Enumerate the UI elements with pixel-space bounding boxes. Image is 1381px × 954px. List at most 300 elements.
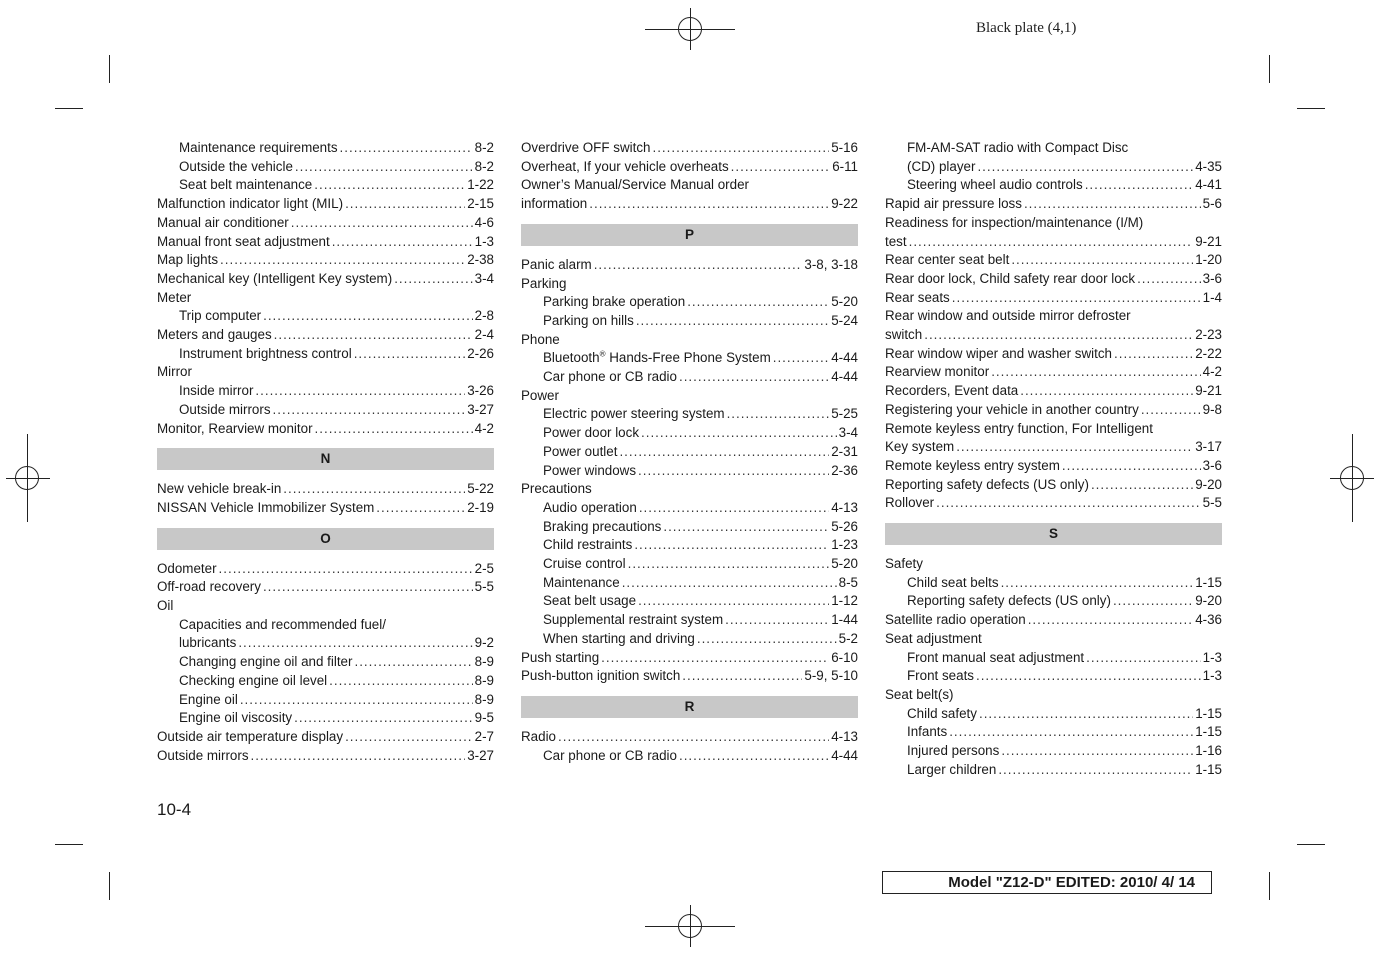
page-reference[interactable]: 9-8 <box>1202 401 1222 417</box>
entry-text <box>543 747 677 766</box>
entry-text-main: Front seats <box>907 668 974 684</box>
page-reference[interactable]: 4-6 <box>474 214 494 230</box>
dot-leader <box>376 499 465 518</box>
entry-text-main: Steering wheel audio controls <box>907 177 1083 193</box>
entry-text <box>885 233 907 252</box>
index-entry <box>521 405 858 424</box>
index-entry <box>157 480 494 499</box>
entry-text-main: Push-button ignition switch <box>521 668 681 684</box>
entry-text-main: Rapid air pressure loss <box>885 196 1022 212</box>
entry-text <box>543 592 636 611</box>
index-entry <box>885 494 1222 513</box>
dot-leader <box>340 139 473 158</box>
entry-text-main: Seat belt usage <box>543 593 637 609</box>
entry-text-main: Engine oil <box>179 691 238 707</box>
entry-text <box>907 705 977 724</box>
entry-text <box>885 270 1135 289</box>
entry-text-main: Odometer <box>157 560 217 576</box>
page-reference[interactable]: 1-3 <box>474 233 494 249</box>
dot-leader <box>558 728 829 747</box>
dot-leader <box>619 443 829 462</box>
entry-text <box>885 438 954 457</box>
entry-text-main: Car phone or CB radio <box>543 369 677 385</box>
dot-leader <box>354 653 472 672</box>
page-reference[interactable]: 5-20 <box>831 556 858 572</box>
entry-text-main: Rearview monitor <box>885 364 990 380</box>
page-reference[interactable]: 4-13 <box>831 728 858 744</box>
index-entry <box>521 649 858 668</box>
entry-text <box>179 691 238 710</box>
entry-text-main: Rear seats <box>885 289 950 305</box>
index-entry <box>157 345 494 364</box>
page-reference[interactable]: 4-41 <box>1195 177 1222 193</box>
page-reference[interactable]: 1-15 <box>1195 724 1222 740</box>
page-reference[interactable]: 1-23 <box>831 537 858 553</box>
dot-leader <box>1028 611 1193 630</box>
index-entry <box>885 649 1222 668</box>
entry-text-main: Power windows <box>543 462 637 478</box>
entry-text-main: Manual front seat adjustment <box>157 233 330 249</box>
index-entry <box>157 401 494 420</box>
page-reference[interactable]: 1-3 <box>1202 649 1222 665</box>
entry-text <box>157 728 343 747</box>
dot-leader <box>314 176 465 195</box>
entry-text-main: Engine oil viscosity <box>179 710 293 726</box>
dot-leader <box>949 723 1193 742</box>
page-number: 10-4 <box>157 800 192 819</box>
page-reference[interactable]: 8-5 <box>838 574 858 590</box>
dot-leader <box>977 158 1193 177</box>
entry-text-main: Overdrive OFF switch <box>521 140 651 155</box>
entry-text <box>885 476 1089 495</box>
page-reference[interactable]: 1-16 <box>1195 743 1222 759</box>
page-reference[interactable]: 4-44 <box>831 350 858 366</box>
dot-leader <box>628 555 830 574</box>
index-entry <box>157 270 494 289</box>
entry-text-main: Outside mirrors <box>179 401 271 417</box>
index-entry <box>157 672 494 691</box>
entry-text-main: Recorders, Event data <box>885 383 1019 399</box>
section-header: P <box>521 224 858 246</box>
dot-leader <box>731 158 831 177</box>
page-reference[interactable]: 1-4 <box>1202 289 1222 305</box>
dot-leader <box>238 634 472 653</box>
entry-text-main: (CD) player <box>907 158 976 174</box>
dot-leader <box>1001 742 1193 761</box>
page-reference[interactable]: 4-44 <box>831 747 858 763</box>
index-entry <box>885 382 1222 401</box>
page-reference[interactable]: 2-38 <box>467 252 494 268</box>
page-reference[interactable]: 1-22 <box>467 177 494 193</box>
entry-text <box>543 574 620 593</box>
entry-text <box>179 382 253 401</box>
entry-text <box>885 401 1139 420</box>
page-reference[interactable]: 3-26 <box>467 383 494 399</box>
index-entry <box>521 747 858 766</box>
page-reference[interactable]: 5-22 <box>467 481 494 497</box>
entry-text-main: Audio operation <box>543 499 637 515</box>
entry-text-main: New vehicle break-in <box>157 481 282 497</box>
dot-leader <box>354 345 466 364</box>
page-reference[interactable]: 1-15 <box>1195 705 1222 721</box>
page-reference[interactable]: 5-9, 5-10 <box>804 668 858 684</box>
index-entry <box>157 560 494 579</box>
entry-text <box>885 457 1060 476</box>
page-reference[interactable]: 5-5 <box>474 579 494 595</box>
index-entry <box>885 705 1222 724</box>
entry-text <box>157 420 313 439</box>
entry-text <box>907 723 947 742</box>
page-reference[interactable]: 2-22 <box>1195 345 1222 361</box>
index-column-2 <box>521 139 858 765</box>
index-entry <box>521 158 858 177</box>
index-heading: Remote keyless entry function, For Intelligent <box>885 420 1153 436</box>
page-reference[interactable]: 2-15 <box>467 196 494 212</box>
index-entry <box>157 420 494 439</box>
page-reference[interactable]: 5-20 <box>831 294 858 310</box>
index-entry <box>521 349 858 368</box>
entry-text-main: switch <box>885 327 923 343</box>
entry-text <box>157 233 330 252</box>
dot-leader <box>274 326 473 345</box>
entry-text-main: Push starting <box>521 649 600 665</box>
entry-text <box>543 424 639 443</box>
entry-text <box>543 443 617 462</box>
entry-text-main: Larger children <box>907 761 997 777</box>
entry-text-main: Radio <box>521 728 556 744</box>
page-reference[interactable]: 3-6 <box>1202 457 1222 473</box>
entry-text <box>157 195 343 214</box>
index-heading: FM-AM-SAT radio with Compact Disc <box>907 140 1129 155</box>
index-heading: Seat adjustment <box>885 630 982 646</box>
entry-text <box>907 742 999 761</box>
page-reference[interactable]: 9-21 <box>1195 233 1222 249</box>
page-reference[interactable]: 9-2 <box>474 635 494 651</box>
index-entry <box>157 709 494 728</box>
dot-leader <box>394 270 472 289</box>
dot-leader <box>979 705 1193 724</box>
page-reference[interactable]: 8-9 <box>474 654 494 670</box>
entry-text <box>907 649 1084 668</box>
entry-text <box>885 326 922 345</box>
entry-text-main: Registering your vehicle in another country <box>885 401 1139 417</box>
page-reference[interactable]: 1-15 <box>1195 574 1222 590</box>
entry-text <box>543 312 634 331</box>
page-reference[interactable]: 4-2 <box>474 420 494 436</box>
page-reference[interactable]: 2-31 <box>831 443 858 459</box>
page-reference[interactable]: 9-21 <box>1195 383 1222 399</box>
entry-text <box>521 728 556 747</box>
entry-text-main: Checking engine oil level <box>179 672 328 688</box>
entry-text <box>179 345 352 364</box>
entry-text <box>157 251 218 270</box>
entry-text-main: Parking on hills <box>543 312 634 328</box>
entry-text-main: Front manual seat adjustment <box>907 649 1085 665</box>
entry-text <box>907 761 996 780</box>
model-edit-box: Model "Z12-D" EDITED: 2010/ 4/ 14 <box>882 871 1212 894</box>
entry-text <box>885 382 1018 401</box>
page-reference[interactable]: 8-9 <box>474 672 494 688</box>
page-reference[interactable]: 1-20 <box>1195 252 1222 268</box>
entry-text-main: test <box>885 233 907 249</box>
entry-text <box>179 158 293 177</box>
entry-text <box>179 709 292 728</box>
index-entry <box>521 424 858 443</box>
page-reference[interactable]: 5-6 <box>1202 196 1222 212</box>
dot-leader <box>240 691 473 710</box>
entry-text-main: lubricants <box>179 635 237 651</box>
section-header: S <box>885 523 1222 545</box>
dot-leader <box>263 578 473 597</box>
entry-text-main: Outside air temperature display <box>157 728 344 744</box>
dot-leader <box>725 611 829 630</box>
page-reference[interactable]: 4-35 <box>1195 158 1222 174</box>
index-heading: Meter <box>157 289 192 305</box>
page-reference[interactable]: 4-2 <box>1202 364 1222 380</box>
dot-leader <box>663 518 829 537</box>
dot-leader <box>956 438 1193 457</box>
dot-leader <box>727 405 830 424</box>
page-reference[interactable]: 5-25 <box>831 406 858 422</box>
entry-text <box>179 634 236 653</box>
page-reference[interactable]: 2-26 <box>467 345 494 361</box>
index-entry <box>521 574 858 593</box>
dot-leader <box>1001 574 1194 593</box>
entry-text <box>157 480 281 499</box>
page-reference[interactable]: 2-8 <box>474 308 494 324</box>
entry-text <box>907 176 1083 195</box>
page-reference[interactable]: 2-5 <box>474 560 494 576</box>
page-reference[interactable]: 4-13 <box>831 499 858 515</box>
entry-text <box>885 494 934 513</box>
entry-text <box>543 518 661 537</box>
page-reference[interactable]: 2-19 <box>467 499 494 515</box>
page-reference[interactable]: 3-8, 3-18 <box>804 256 858 272</box>
index-entry <box>885 723 1222 742</box>
entry-text <box>179 307 261 326</box>
dot-leader <box>991 363 1200 382</box>
entry-text-main: Rear door lock, Child safety rear door lock <box>885 270 1136 286</box>
entry-text-main: Power outlet <box>543 443 618 459</box>
entry-text <box>907 592 1111 611</box>
index-entry <box>521 195 858 214</box>
dot-leader <box>622 574 837 593</box>
index-entry <box>521 592 858 611</box>
entry-text-main: Supplemental restraint system <box>543 612 724 628</box>
entry-text-main: Malfunction indicator light (MIL) <box>157 196 344 212</box>
dot-leader <box>220 251 465 270</box>
dot-leader <box>251 747 466 766</box>
dot-leader <box>1141 401 1201 420</box>
page-reference[interactable]: 2-23 <box>1195 327 1222 343</box>
dot-leader <box>1114 345 1193 364</box>
page-reference[interactable]: 9-20 <box>1195 476 1222 492</box>
dot-leader <box>1011 251 1193 270</box>
entry-text-main: Cruise control <box>543 556 626 572</box>
entry-text-main: Injured persons <box>907 743 1000 759</box>
page-reference[interactable]: 9-5 <box>474 710 494 726</box>
dot-leader <box>1137 270 1201 289</box>
entry-text <box>543 293 685 312</box>
entry-text-main: Child restraints <box>543 537 633 553</box>
entry-text-main: Seat belt maintenance <box>179 177 313 193</box>
page-reference[interactable]: 5-16 <box>831 140 858 155</box>
page-reference[interactable]: 3-17 <box>1195 439 1222 455</box>
index-entry <box>521 667 858 686</box>
entry-text-main: Parking brake operation <box>543 294 686 310</box>
index-entry <box>521 462 858 481</box>
entry-text <box>179 653 352 672</box>
dot-leader <box>1091 476 1193 495</box>
index-heading: Rear window and outside mirror defroster <box>885 308 1131 324</box>
entry-text-main: Car phone or CB radio <box>543 747 677 763</box>
page-reference[interactable]: 3-4 <box>838 425 858 441</box>
page-reference[interactable]: 9-20 <box>1195 593 1222 609</box>
dot-leader <box>329 672 473 691</box>
entry-text <box>157 747 249 766</box>
entry-text <box>179 176 312 195</box>
page-reference[interactable]: 1-12 <box>831 593 858 609</box>
page-reference[interactable]: 5-5 <box>1202 495 1222 511</box>
dot-leader <box>601 649 829 668</box>
entry-text <box>521 256 592 275</box>
entry-text <box>157 326 272 345</box>
entry-text-main: Power door lock <box>543 425 640 441</box>
index-entry <box>521 443 858 462</box>
entry-text-main: Monitor, Rearview monitor <box>157 420 313 436</box>
entry-text <box>543 368 677 387</box>
dot-leader <box>936 494 1201 513</box>
index-entry <box>157 139 494 158</box>
page-reference[interactable]: 5-2 <box>838 630 858 646</box>
index-heading: Oil <box>157 598 174 614</box>
index-entry <box>885 345 1222 364</box>
entry-text-main: NISSAN Vehicle Immobilizer System <box>157 499 375 515</box>
entry-text-main: Braking precautions <box>543 518 662 534</box>
entry-text <box>521 195 587 214</box>
entry-text <box>521 158 729 177</box>
entry-text-main: Inside mirror <box>179 383 254 399</box>
entry-text-main: Infants <box>907 724 948 740</box>
index-entry <box>157 578 494 597</box>
page-reference[interactable]: 3-6 <box>1202 270 1222 286</box>
dot-leader <box>589 195 829 214</box>
dot-leader <box>679 368 829 387</box>
page-reference[interactable]: 2-7 <box>474 728 494 744</box>
dot-leader <box>687 293 829 312</box>
entry-text-main: Rear center seat belt <box>885 252 1010 268</box>
page-reference[interactable]: 8-2 <box>474 140 494 155</box>
dot-leader <box>345 728 473 747</box>
index-entry <box>885 476 1222 495</box>
index-entry <box>157 233 494 252</box>
entry-text-main: Instrument brightness control <box>179 345 352 361</box>
index-entry <box>521 518 858 537</box>
dot-leader <box>998 761 1193 780</box>
dot-leader <box>638 592 829 611</box>
entry-text-main: Panic alarm <box>521 256 592 272</box>
page-reference[interactable]: 2-36 <box>831 462 858 478</box>
index-heading: Parking <box>521 275 567 291</box>
page-reference[interactable]: 4-36 <box>1195 612 1222 628</box>
index-entry <box>885 761 1222 780</box>
index-heading: Owner’s Manual/Service Manual order <box>521 177 749 193</box>
entry-text <box>885 345 1112 364</box>
section-header: N <box>157 448 494 470</box>
dot-leader <box>1086 649 1200 668</box>
page-reference[interactable]: 1-3 <box>1202 668 1222 684</box>
entry-text-main: When starting and driving <box>543 630 695 646</box>
entry-text <box>885 363 989 382</box>
entry-text <box>543 536 632 555</box>
entry-text <box>907 667 974 686</box>
dot-leader <box>641 424 837 443</box>
entry-text <box>543 405 725 424</box>
dot-leader <box>273 401 466 420</box>
dot-leader <box>639 499 829 518</box>
page-reference[interactable]: 8-9 <box>474 691 494 707</box>
dot-leader <box>634 536 829 555</box>
index-entry <box>885 592 1222 611</box>
page-reference[interactable]: 6-10 <box>831 649 858 665</box>
index-entry <box>157 214 494 233</box>
dot-leader <box>682 667 802 686</box>
page-reference[interactable]: 3-27 <box>467 401 494 417</box>
index-column-3 <box>885 139 1222 780</box>
index-entry <box>157 158 494 177</box>
index-entry <box>885 438 1222 457</box>
dot-leader <box>1062 457 1201 476</box>
page-reference[interactable]: 9-22 <box>831 196 858 212</box>
page-reference[interactable]: 1-15 <box>1195 761 1222 777</box>
entry-text-main: Rear window wiper and washer switch <box>885 345 1112 361</box>
dot-leader <box>1024 195 1201 214</box>
page-reference[interactable]: 6-11 <box>832 158 858 174</box>
entry-text-main: Electric power steering system <box>543 406 725 422</box>
page-reference[interactable]: 5-26 <box>831 518 858 534</box>
index-entry <box>885 574 1222 593</box>
index-entry <box>885 401 1222 420</box>
dot-leader <box>283 480 465 499</box>
page-reference[interactable]: 1-44 <box>831 612 858 628</box>
dot-leader <box>1113 592 1193 611</box>
entry-text <box>157 499 374 518</box>
index-heading: Precautions <box>521 481 592 497</box>
entry-text <box>543 555 626 574</box>
dot-leader <box>1085 176 1194 195</box>
entry-text <box>885 611 1026 630</box>
page-reference[interactable]: 3-27 <box>467 747 494 763</box>
entry-text-main: Overheat, If your vehicle overheats <box>521 158 729 174</box>
page-reference[interactable]: 5-24 <box>831 312 858 328</box>
index-entry <box>885 457 1222 476</box>
entry-text-main: Meters and gauges <box>157 327 272 343</box>
page-reference[interactable]: 4-44 <box>831 369 858 385</box>
page-reference[interactable]: 3-4 <box>474 270 494 286</box>
index-entry <box>157 326 494 345</box>
page-reference[interactable]: 8-2 <box>474 158 494 174</box>
dot-leader <box>652 139 829 158</box>
entry-text-main: Outside mirrors <box>157 747 249 763</box>
entry-text <box>543 462 636 481</box>
index-entry <box>521 139 858 158</box>
index-heading: Readiness for inspection/maintenance (I/M) <box>885 214 1144 230</box>
page-reference[interactable]: 2-4 <box>474 327 494 343</box>
dot-leader <box>909 233 1194 252</box>
entry-text <box>521 667 680 686</box>
index-entry <box>885 270 1222 289</box>
entry-text-main: Remote keyless entry system <box>885 457 1060 473</box>
